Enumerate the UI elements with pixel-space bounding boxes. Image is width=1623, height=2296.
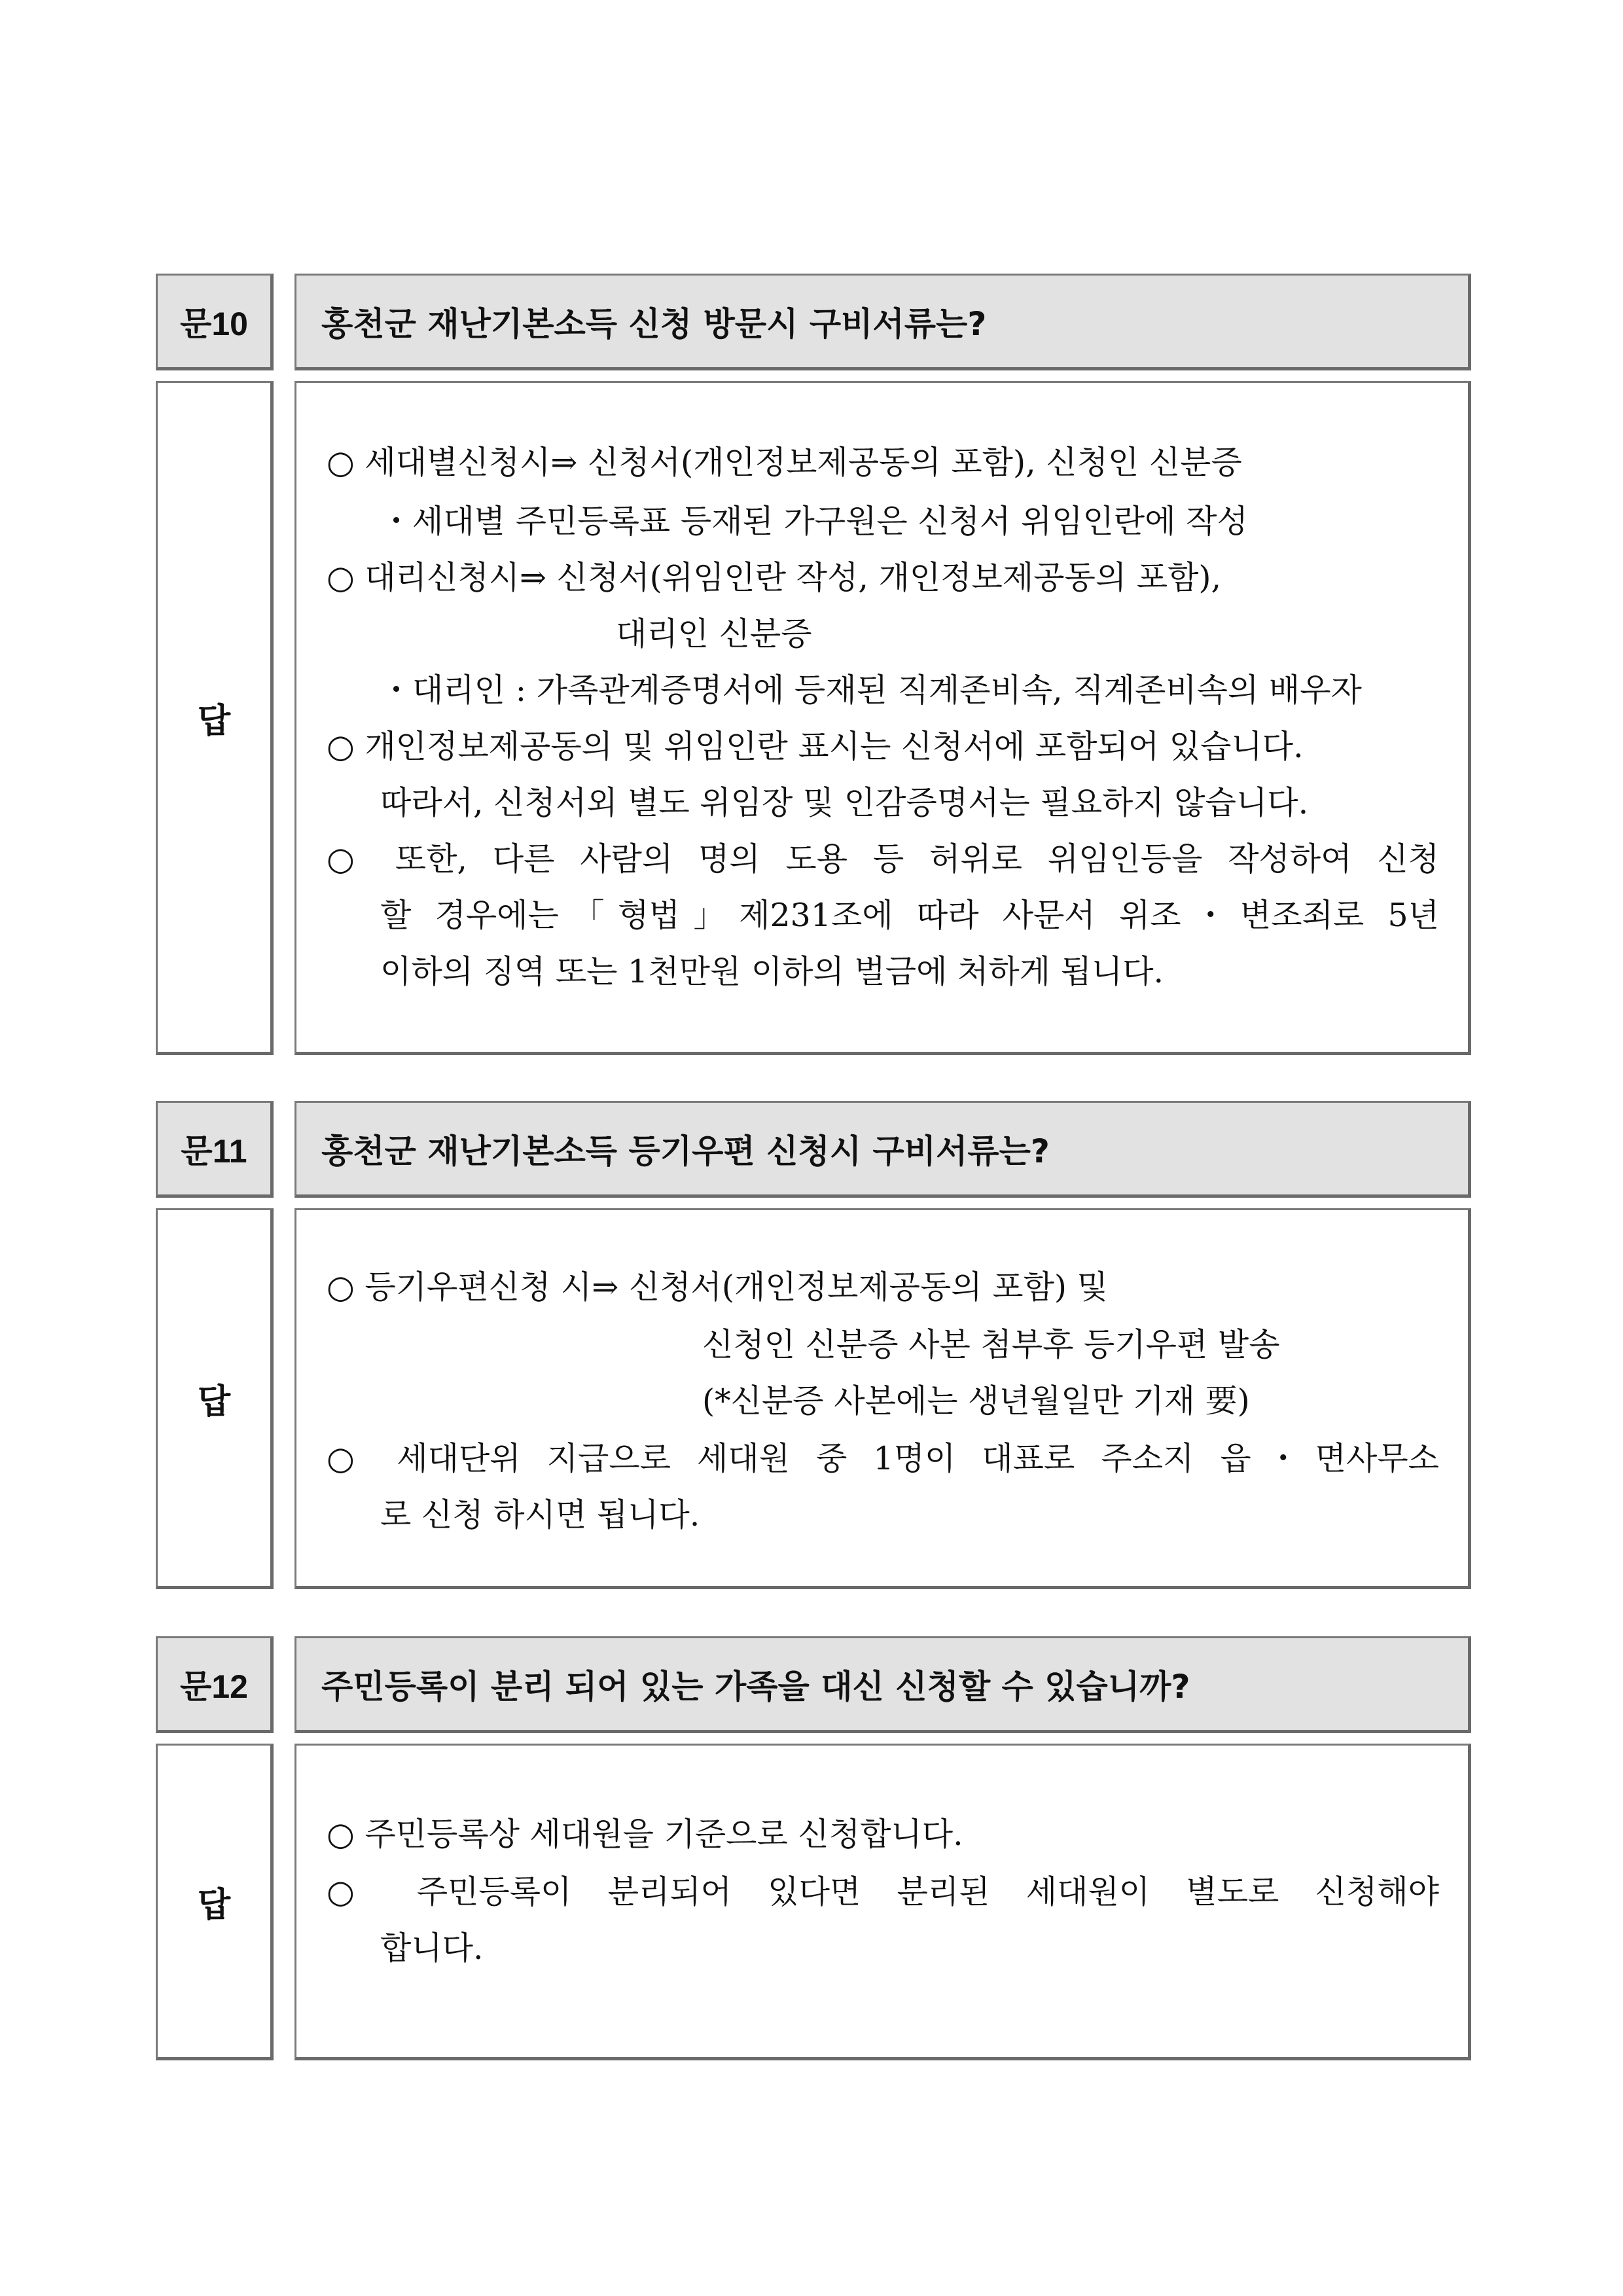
answer-marker: 답: [197, 701, 231, 741]
answer-marker: 답: [197, 1382, 231, 1422]
question-title-11: [294, 1101, 1471, 1198]
answer-line: 할 경우에는「형법」제231조에 따라 사문서 위조・변조죄로 5년: [380, 897, 1439, 934]
answer-line: 따라서, 신청서외 별도 위임장 및 인감증명서는 필요하지 않습니다.: [380, 784, 1309, 821]
answer-line: 로 신청 하시면 됩니다.: [380, 1496, 700, 1534]
question-text: 주민등록이 분리 되어 있는 가족을 대신 신청할 수 있습니까?: [321, 1668, 1190, 1706]
question-label-11: [156, 1101, 274, 1198]
answer-line: ○ 세대별신청시⇒ 신청서(개인정보제공동의 포함), 신청인 신분증: [327, 444, 1242, 481]
answer-line: ○ 개인정보제공동의 및 위임인란 표시는 신청서에 포함되어 있습니다.: [327, 728, 1304, 765]
answer-line: ○ 세대단위 지급으로 세대원 중 1명이 대표로 주소지 읍・면사무소: [327, 1440, 1439, 1477]
answer-body-11: [294, 1208, 1471, 1589]
answer-line: ○ 등기우편신청 시⇒ 신청서(개인정보제공동의 포함) 및: [327, 1268, 1108, 1306]
answer-label-10: [156, 381, 274, 1055]
question-text: 홍천군 재난기본소득 신청 방문시 구비서류는?: [321, 305, 987, 343]
question-label-12: [156, 1636, 274, 1733]
answer-line: ○ 주민등록상 세대원을 기준으로 신청합니다.: [327, 1816, 963, 1853]
question-number: 문11: [181, 1133, 247, 1170]
answer-line: ○ 대리신청시⇒ 신청서(위임인란 작성, 개인정보제공동의 포함),: [327, 559, 1222, 596]
answer-line: ○ 주민등록이 분리되어 있다면 분리된 세대원이 별도로 신청해야: [327, 1873, 1439, 1910]
answer-line: 이하의 징역 또는 1천만원 이하의 벌금에 처하게 됩니다.: [380, 953, 1164, 990]
question-number: 문10: [180, 306, 248, 342]
answer-line: ・세대별 주민등록표 등재된 가구원은 신청서 위임인란에 작성: [380, 503, 1248, 540]
answer-marker: 답: [197, 1885, 231, 1925]
answer-label-11: [156, 1208, 274, 1589]
question-label-10: [156, 274, 274, 370]
answer-line: (*신분증 사본에는 생년월일만 기재 要): [702, 1382, 1250, 1420]
question-title-10: [294, 274, 1471, 370]
answer-body-10: [294, 381, 1471, 1055]
answer-line: ○ 또한, 다른 사람의 명의 도용 등 허위로 위임인등을 작성하여 신청: [327, 840, 1439, 878]
answer-line: 대리인 신분증: [616, 615, 812, 653]
question-title-12: [294, 1636, 1471, 1733]
answer-line: 신청인 신분증 사본 첨부후 등기우편 발송: [702, 1326, 1280, 1363]
answer-body-12: [294, 1744, 1471, 2060]
answer-line: 합니다.: [380, 1929, 484, 1967]
answer-label-12: [156, 1744, 274, 2060]
question-text: 홍천군 재난기본소득 등기우편 신청시 구비서류는?: [321, 1132, 1050, 1170]
answer-line: ・대리인 : 가족관계증명서에 등재된 직계존비속, 직계존비속의 배우자: [380, 672, 1362, 709]
question-number: 문12: [180, 1668, 248, 1705]
